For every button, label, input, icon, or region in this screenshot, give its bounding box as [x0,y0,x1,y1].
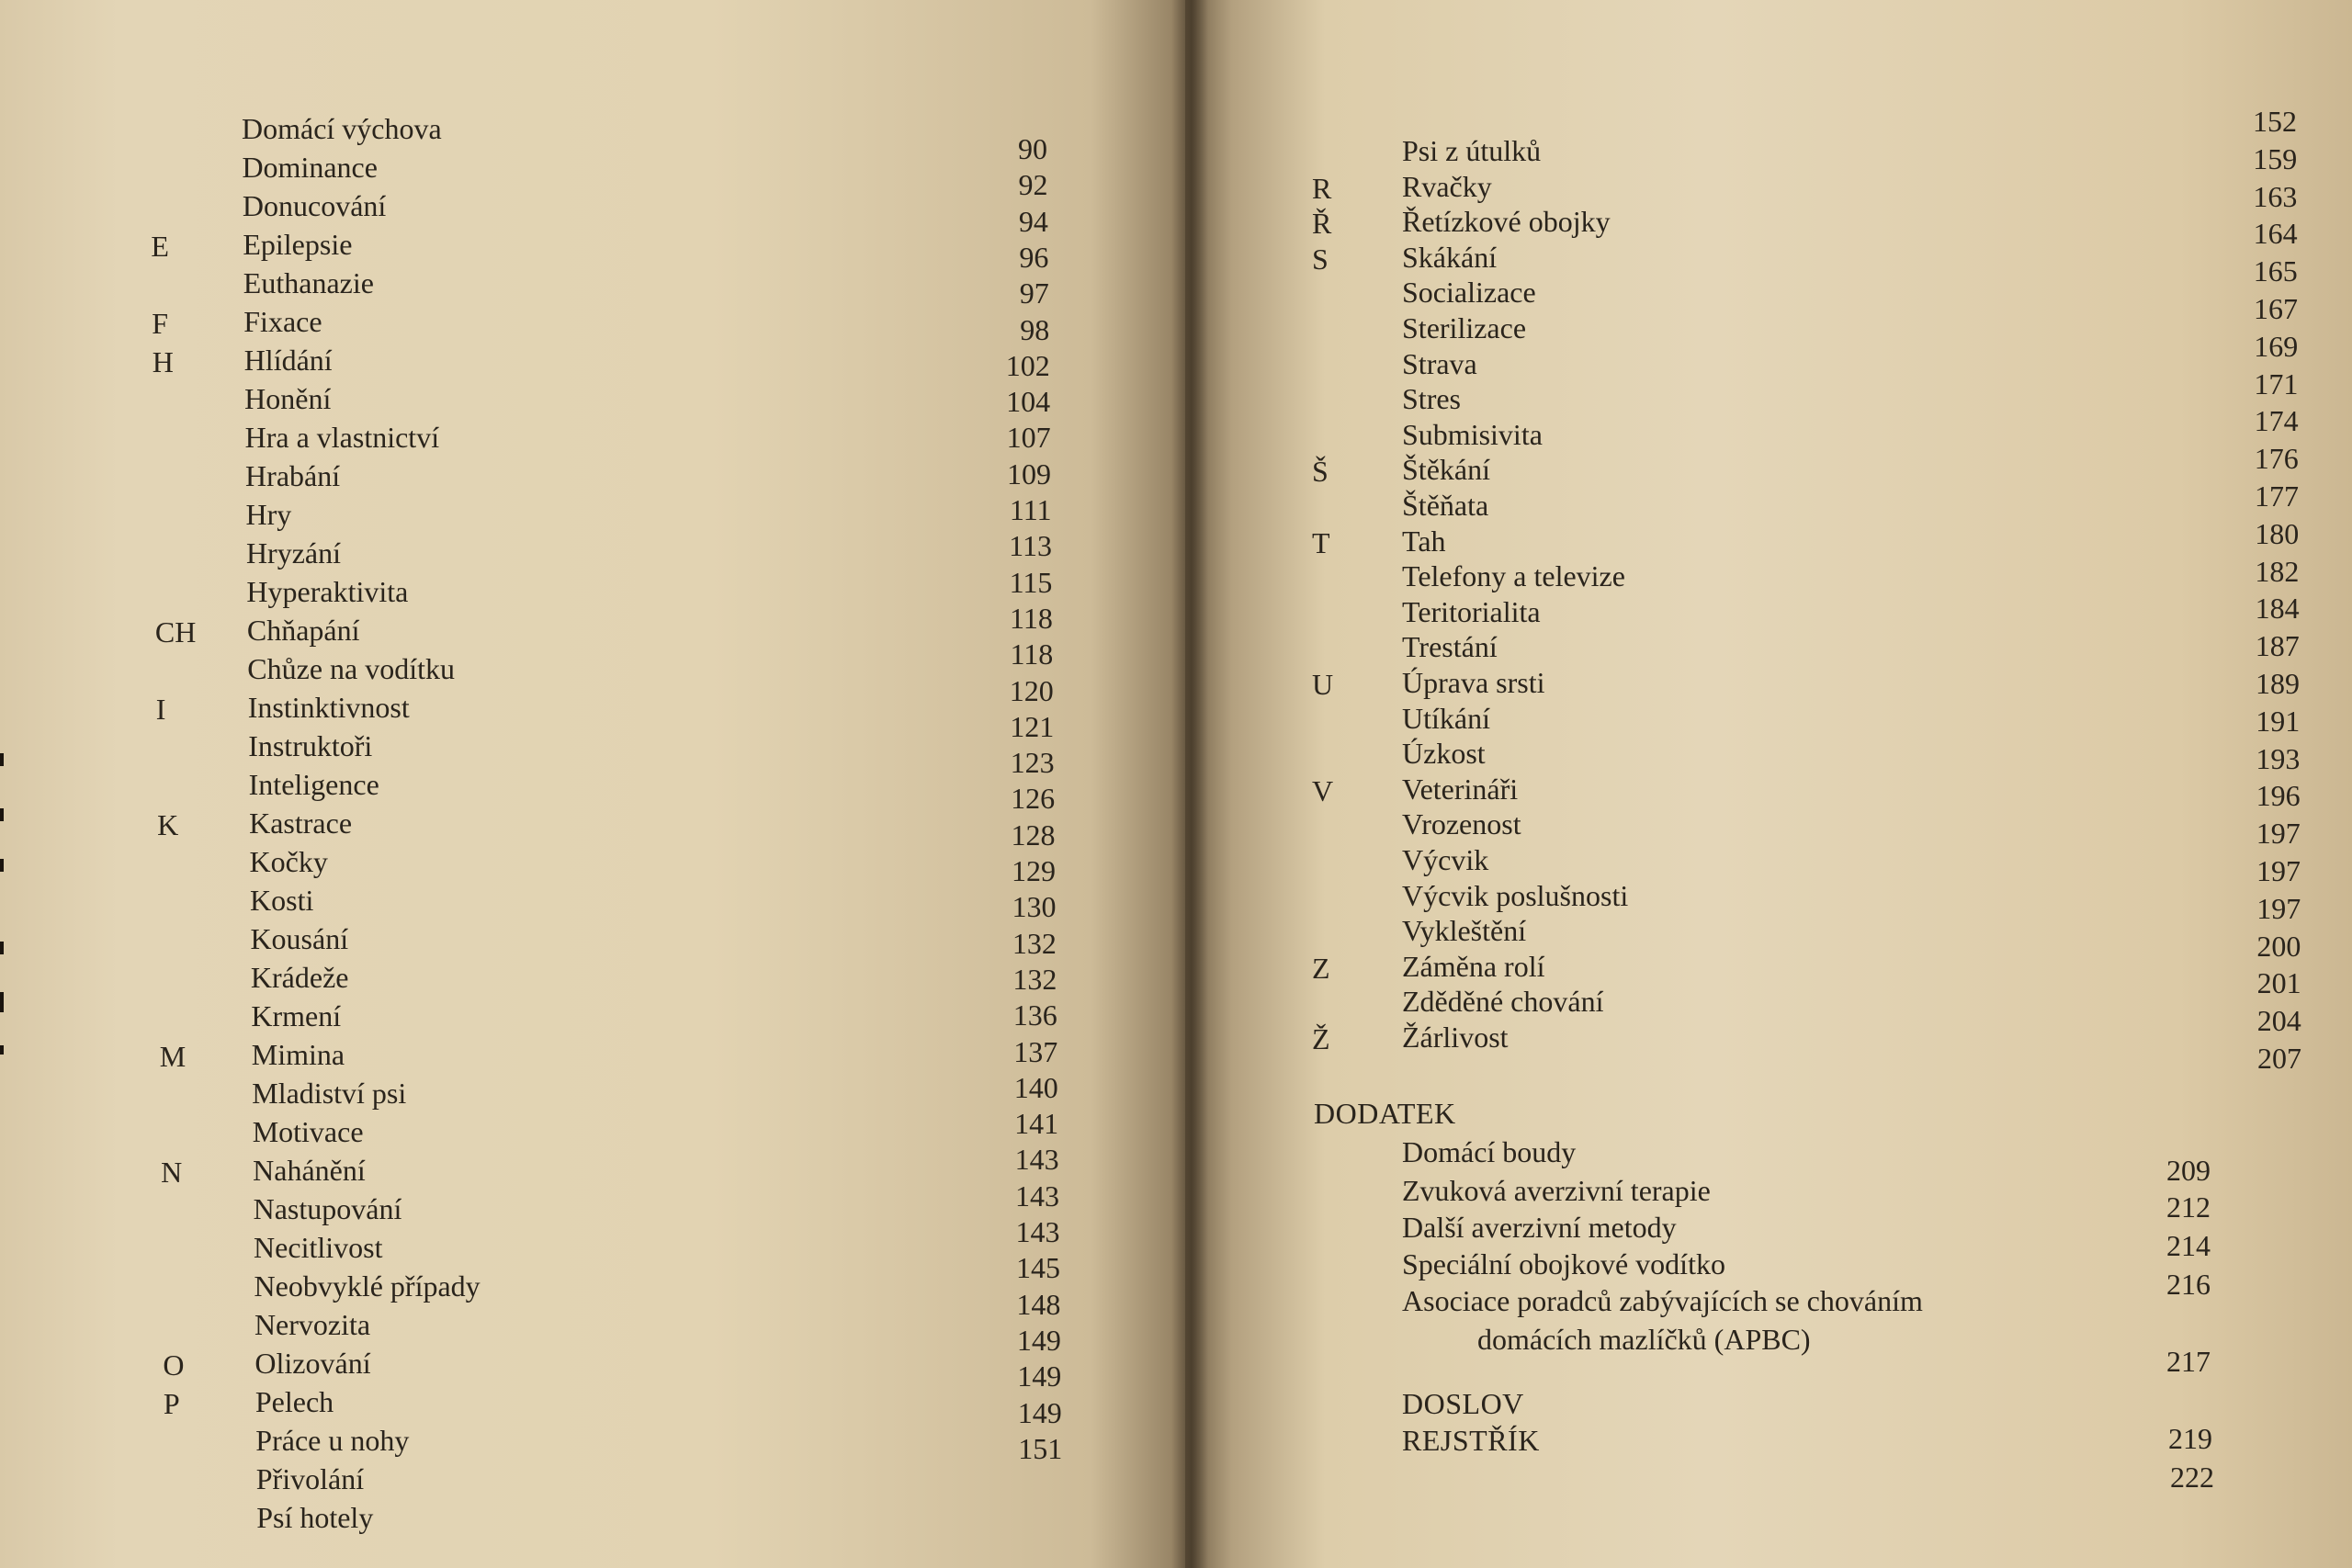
page-number: 177 [2255,479,2299,513]
page-number: 94 [1018,204,1048,238]
entry-title: Fixace [243,305,322,338]
entry-title: Skákání [1402,240,1498,274]
entry-title: Výcvik poslušnosti [1402,878,1629,912]
page-number: 97 [1019,276,1049,310]
entry-title: Submisivita [1402,417,1543,451]
section-letter: Ž [1312,1022,1330,1055]
entry-title: Stres [1402,382,1461,416]
page-number: 143 [1015,1179,1060,1213]
appendix-entry: Speciální obojkové vodítko [1402,1247,1725,1280]
entry-title: Chňapání [246,614,360,647]
appendix-entry: Domácí boudy [1402,1135,1577,1168]
page-number: 169 [2254,329,2299,363]
entry-title: Záměna rolí [1402,949,1545,983]
page-number: 204 [2256,1004,2301,1038]
entry-title: Práce u nohy [255,1424,410,1457]
entry-title: Teritorialita [1402,594,1541,628]
entry-title: Psi z útulků [1402,134,1542,167]
page-number: 115 [1009,565,1053,599]
section-letter: H [152,345,174,378]
section-letter: O [163,1348,185,1382]
entry-title: Inteligence [248,768,379,801]
section-letter: S [1312,242,1329,276]
page-number: 180 [2255,516,2300,550]
entry-title: Mladiství psi [252,1077,407,1110]
entry-title: Neobvyklé případy [254,1269,481,1303]
section-letter: P [163,1387,180,1420]
entry-title: Psí hotely [256,1501,374,1534]
page-number: 123 [1010,746,1055,780]
entry-title: Domácí výchova [242,112,442,145]
section-letter: U [1312,668,1334,701]
section-letter: N [161,1156,183,1189]
entry-title: Euthanazie [243,266,374,299]
entry-title: Utíkání [1402,701,1490,735]
page-number: 184 [2255,592,2300,626]
page-number: 216 [2166,1268,2211,1301]
page-number: 217 [2166,1345,2211,1378]
entry-title: Sterilizace [1402,311,1527,344]
page-number: 130 [1012,890,1057,924]
section-letter: Z [1312,951,1330,985]
page-number: 222 [2170,1461,2214,1494]
entry-title: Hlídání [243,344,333,377]
page-number: 207 [2257,1042,2301,1075]
page-number: 126 [1011,782,1056,816]
entry-title: Přivolání [255,1462,365,1495]
entry-title: Donucování [242,189,387,222]
page-number: 149 [1017,1359,1062,1393]
entry-title: Kousání [250,922,349,955]
entry-title: Štěkání [1402,453,1490,487]
entry-title: Výcvik [1402,843,1489,876]
entry-title: Nervozita [254,1308,371,1341]
entry-title: Vrozenost [1402,807,1521,841]
page-number: 174 [2254,404,2299,438]
page-number: 193 [2256,741,2301,775]
entry-title: Pelech [254,1385,334,1418]
doslov-heading: DOSLOV [1402,1387,1524,1420]
page-number: 164 [2253,217,2298,251]
entry-title: Zděděné chování [1402,985,1604,1019]
entry-title: Hry [245,498,292,531]
page-number: 196 [2256,779,2301,813]
entry-title: Honění [244,382,332,415]
page-number: 107 [1006,421,1051,455]
page-number: 98 [1020,312,1050,346]
page-number: 132 [1012,926,1057,960]
entry-title: Rvačky [1402,169,1492,203]
page-number: 171 [2254,367,2299,400]
page-number: 152 [2253,105,2297,138]
appendix-entry: domácích mazlíčků (APBC) [1477,1323,1811,1356]
entry-title: Vykleštění [1402,914,1527,948]
page-number: 143 [1014,1143,1059,1177]
entry-title: Nahánění [253,1154,366,1187]
page-number: 136 [1012,998,1057,1032]
page-number: 165 [2253,254,2298,288]
entry-title: Veterináři [1402,772,1519,806]
page-number: 102 [1005,348,1050,382]
page-number: 209 [2166,1154,2211,1187]
page-number: 148 [1016,1287,1061,1321]
section-letter: Ř [1312,207,1332,241]
page-number: 219 [2168,1422,2212,1455]
entry-title: Telefony a televize [1402,559,1625,593]
page-number: 214 [2166,1229,2211,1262]
entry-title: Necitlivost [254,1231,383,1264]
page-number: 191 [2256,704,2301,738]
entry-title: Socializace [1402,276,1536,310]
page-number: 96 [1019,240,1049,274]
section-letter: CH [154,615,197,649]
page-number: 128 [1011,818,1056,852]
section-letter: V [1312,773,1334,807]
entry-title: Instruktoři [248,729,373,762]
page-number: 90 [1018,132,1047,165]
appendix-heading: DODATEK [1314,1097,1456,1130]
entry-title: Trestání [1402,630,1498,664]
page-number: 118 [1010,601,1053,635]
page-number: 197 [2256,817,2301,851]
page-number: 120 [1009,673,1054,707]
page-number: 140 [1013,1070,1058,1104]
page-number: 145 [1015,1251,1060,1285]
entry-title: Olizování [254,1347,371,1380]
entry-title: Úzkost [1402,737,1486,771]
page-number: 109 [1007,457,1052,491]
page-number: 189 [2256,667,2300,700]
entry-title: Kočky [249,845,328,878]
page-number: 137 [1013,1034,1058,1068]
page-number: 187 [2255,629,2300,663]
rejstrik-heading: REJSTŘÍK [1402,1424,1540,1457]
section-letter: M [159,1040,187,1073]
entry-title: Nastupování [253,1192,402,1225]
page-edge-marks [0,753,7,1056]
appendix-entry: Zvuková averzivní terapie [1402,1174,1711,1207]
appendix-entry: Další averzivní metody [1402,1211,1677,1244]
entry-title: Štěňata [1402,489,1489,522]
entry-title: Kastrace [249,807,353,840]
entry-title: Hyperaktivita [246,575,409,608]
section-letter: K [157,808,179,841]
page-number: 151 [1018,1431,1063,1465]
page-number: 141 [1014,1107,1059,1141]
entry-title: Mimina [251,1038,345,1071]
entry-title: Dominance [242,151,378,184]
entry-title: Strava [1402,346,1477,380]
page-number: 92 [1018,168,1048,202]
page-number: 167 [2254,292,2298,325]
entry-title: Tah [1402,524,1446,558]
appendix-entry: Asociace poradců zabývajících se chováním [1402,1284,1923,1317]
page-number: 149 [1016,1323,1061,1357]
page-number: 113 [1009,529,1052,563]
page-number: 118 [1010,637,1054,671]
section-letter: R [1312,171,1332,205]
page-number: 149 [1017,1395,1062,1429]
entry-title: Kosti [250,884,314,917]
page-number: 111 [1009,493,1052,526]
section-letter: I [155,693,166,726]
entry-title: Hryzání [245,536,341,570]
entry-title: Řetízkové obojky [1402,205,1611,239]
entry-title: Hra a vlastnictví [244,421,440,454]
section-letter: T [1312,525,1330,559]
page-number: 182 [2255,554,2300,588]
entry-title: Hrabání [245,459,341,492]
page-number: 159 [2253,141,2298,175]
entry-title: Epilepsie [243,228,353,261]
entry-title: Motivace [252,1115,364,1148]
entry-title: Chůze na vodítku [247,652,456,685]
page-number: 121 [1010,709,1055,743]
page-number: 200 [2256,929,2301,963]
page-number: 163 [2253,179,2298,213]
page-number: 201 [2256,966,2301,1000]
entry-title: Žárlivost [1402,1021,1509,1054]
section-letter: F [152,307,169,340]
entry-title: Úprava srsti [1402,666,1545,699]
page-number: 129 [1012,854,1056,887]
page-number: 104 [1006,385,1051,419]
page-number: 197 [2256,854,2301,887]
page-number: 132 [1012,962,1057,996]
section-letter: E [151,230,169,263]
page-number: 197 [2256,891,2301,925]
page-number: 143 [1015,1215,1060,1248]
book-spine [1171,0,1208,1568]
page-number: 212 [2166,1190,2211,1224]
entry-title: Krmení [251,999,342,1032]
page-number: 176 [2254,442,2299,476]
entry-title: Instinktivnost [247,691,410,724]
section-letter: Š [1312,455,1329,489]
entry-title: Krádeže [250,961,349,994]
